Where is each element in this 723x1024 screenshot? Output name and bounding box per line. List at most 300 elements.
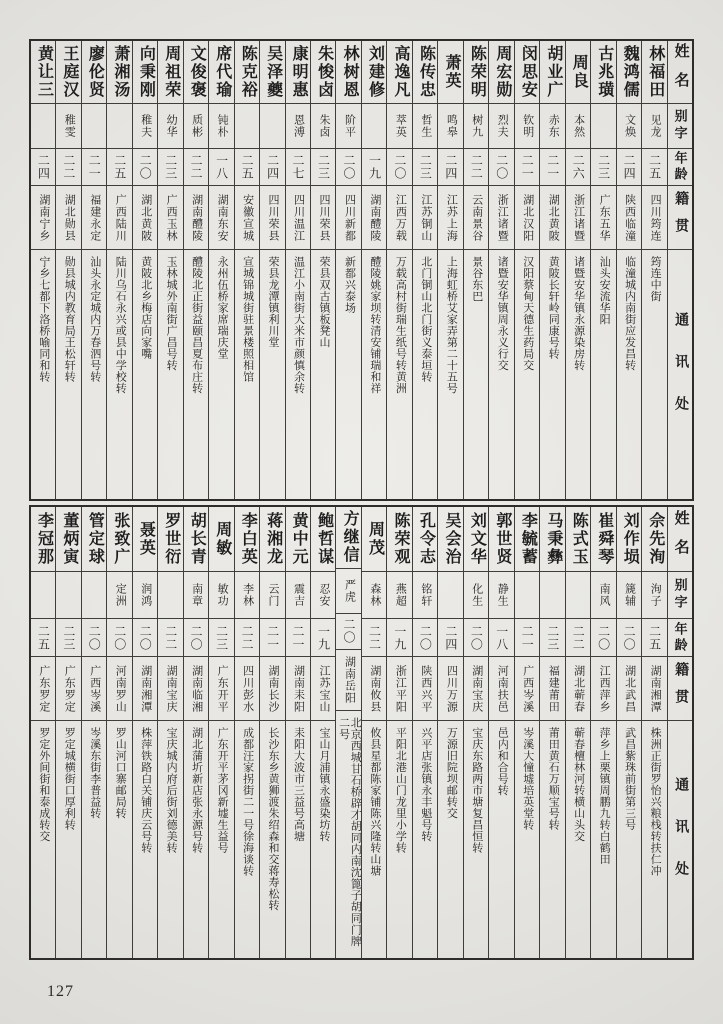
age-text: 二七 [291, 154, 306, 180]
address-text: 汕头永定城内万春泗号转 [88, 256, 101, 383]
native-place-cell [56, 186, 80, 250]
alias-cell [31, 104, 55, 149]
native-place-text: 江西万载 [394, 193, 407, 242]
age-text: 二〇 [341, 618, 356, 645]
address-cell [438, 250, 462, 499]
age-text: 二四 [443, 154, 458, 180]
entry-column [208, 41, 233, 499]
address-cell [82, 250, 106, 499]
name-cell [515, 507, 539, 572]
address-text: 陆川乌石永兴或县中学校转 [114, 256, 127, 394]
address-cell [260, 250, 284, 499]
native-place-text: 四川荣县 [267, 193, 280, 242]
name-cell [133, 41, 157, 104]
name-text: 罗世衍 [162, 512, 180, 566]
alias-cell [286, 104, 310, 149]
age-cell [82, 149, 106, 186]
alias-cell [56, 572, 80, 619]
age-cell [413, 619, 437, 657]
name-cell [387, 41, 411, 104]
address-cell [566, 721, 590, 958]
address-text: 通讯处 [673, 311, 689, 438]
alias-text: 本然 [572, 114, 585, 138]
alias-cell [540, 572, 564, 619]
native-place-text: 广西玉林 [165, 193, 178, 242]
name-text: 黄中元 [290, 512, 308, 566]
age-text: 二五 [240, 154, 255, 180]
age-cell [184, 619, 208, 657]
alias-cell [158, 572, 182, 619]
address-text: 宣城锦城街驻景楼照相馆 [241, 256, 254, 383]
alias-cell [642, 104, 666, 149]
address-text: 醴陵北正街益颐昌夏布庄转 [190, 256, 203, 394]
age-text: 二二 [367, 624, 382, 651]
alias-text: 定洲 [114, 583, 127, 607]
alias-cell [387, 104, 411, 149]
alias-cell [311, 572, 335, 619]
age-cell [464, 149, 488, 186]
address-cell [260, 721, 284, 958]
entry-column [106, 507, 131, 958]
address-cell [107, 721, 131, 958]
address-text: 广东开平茅冈新墟生益号 [216, 727, 229, 854]
native-place-text: 广东罗定 [63, 664, 76, 713]
native-place-text: 湖南岳阳 [343, 656, 356, 704]
address-cell [82, 721, 106, 958]
alias-text: 恩溥 [292, 114, 305, 138]
alias-text: 朱卤 [317, 114, 330, 138]
address-cell [133, 250, 157, 499]
entry-column [31, 507, 55, 958]
alias-text: 质彬 [190, 114, 203, 138]
address-cell [235, 250, 259, 499]
name-cell [566, 41, 590, 104]
alias-text: 化生 [470, 583, 483, 607]
address-cell [133, 721, 157, 958]
name-text: 王庭汉 [60, 45, 78, 99]
address-cell [336, 711, 360, 958]
age-cell [362, 619, 386, 657]
native-place-cell [489, 186, 513, 250]
address-text: 武昌紫珠前街第三号 [623, 727, 636, 831]
native-place-cell [489, 657, 513, 721]
name-text: 陈荣观 [392, 512, 409, 566]
address-cell [540, 721, 564, 958]
age-cell [260, 619, 284, 657]
name-text: 萧湘汤 [111, 45, 129, 99]
alias-cell [286, 572, 310, 619]
entry-column [412, 41, 437, 499]
age-cell [133, 619, 157, 657]
native-place-cell [184, 186, 208, 250]
name-text: 马秉彝 [544, 512, 562, 566]
address-cell [489, 250, 513, 499]
name-cell [642, 507, 666, 572]
address-text: 黄陂北乡梅店向家嘴 [139, 256, 152, 360]
name-text: 朱悛卤 [315, 45, 333, 99]
alias-cell [515, 572, 539, 619]
alias-cell [362, 572, 386, 619]
age-cell [235, 149, 259, 186]
alias-cell [566, 572, 590, 619]
name-cell [438, 41, 462, 104]
name-text: 姓名 [672, 510, 689, 568]
alias-cell [133, 104, 157, 149]
native-place-cell [336, 186, 360, 250]
age-cell [540, 619, 564, 657]
age-cell [158, 619, 182, 657]
native-place-text: 籍贯 [673, 190, 689, 245]
entry-column [361, 41, 386, 499]
alias-text: 烈夫 [496, 114, 509, 138]
alias-cell [464, 572, 488, 619]
address-cell [31, 250, 55, 499]
age-cell [336, 614, 360, 650]
entry-column [310, 507, 335, 958]
age-text: 二一 [87, 154, 102, 180]
address-text: 荣县双古镇板凳山 [317, 256, 330, 348]
age-cell [362, 149, 386, 186]
alias-text: 南风 [598, 583, 611, 607]
native-place-text: 浙江诸暨 [496, 193, 509, 242]
alias-cell [82, 572, 106, 619]
entry-column [590, 41, 615, 499]
name-cell [158, 507, 182, 572]
age-text: 二〇 [112, 624, 127, 651]
address-cell [56, 721, 80, 958]
native-place-cell [82, 186, 106, 250]
name-cell [184, 507, 208, 572]
native-place-text: 浙江诸暨 [572, 193, 585, 242]
native-place-cell [668, 657, 692, 721]
native-place-cell [617, 186, 641, 250]
name-text: 周祖荣 [162, 45, 180, 99]
name-cell [617, 41, 641, 104]
age-cell [31, 149, 55, 186]
age-text: 二二 [163, 624, 178, 651]
alias-cell [362, 104, 386, 149]
native-place-cell [362, 186, 386, 250]
native-place-text: 安徽宣城 [241, 193, 254, 242]
address-cell [642, 250, 666, 499]
address-text: 萍乡上栗镇周鹏九转白鹤田 [598, 727, 611, 865]
native-place-text: 河南扶邑 [496, 664, 509, 713]
directory-table-top [29, 39, 694, 501]
address-cell [540, 250, 564, 499]
name-text: 周敏 [213, 521, 231, 557]
entry-column [81, 41, 106, 499]
native-place-cell [31, 657, 55, 721]
age-text: 二五 [36, 624, 51, 651]
native-place-cell [56, 657, 80, 721]
native-place-cell [540, 186, 564, 250]
address-text: 岑溪大憧墟培英堂转 [521, 727, 534, 831]
entry-column [285, 507, 310, 958]
name-cell [260, 41, 284, 104]
alias-text: 鸣皋 [445, 114, 458, 138]
name-cell [260, 507, 284, 572]
age-text: 二三 [214, 624, 229, 651]
age-cell [56, 149, 80, 186]
name-text: 鲍哲谋 [315, 512, 333, 566]
alias-cell [107, 104, 131, 149]
alias-cell [591, 572, 615, 619]
alias-text: 静生 [496, 583, 509, 607]
native-place-cell [209, 186, 233, 250]
alias-cell [642, 572, 666, 619]
alias-text: 李林 [241, 583, 254, 607]
native-place-cell [387, 657, 411, 721]
native-place-text: 江苏铜山 [419, 193, 432, 242]
address-text: 永州伍桥家席瑞庆堂 [216, 256, 229, 360]
native-place-text: 江苏宝山 [317, 664, 330, 713]
name-text: 张致广 [111, 512, 129, 566]
address-text: 邑内和合号转 [496, 727, 509, 796]
name-cell [31, 507, 55, 572]
native-place-text: 湖北武昌 [623, 664, 636, 713]
native-place-text: 广东开平 [216, 664, 229, 713]
name-cell [158, 41, 182, 104]
age-text: 二三 [61, 624, 76, 651]
address-cell [311, 721, 335, 958]
name-text: 席代瑜 [213, 45, 231, 99]
age-cell [617, 619, 641, 657]
age-cell [489, 149, 513, 186]
name-text: 黄让三 [35, 45, 53, 99]
alias-text: 树九 [470, 114, 483, 138]
native-place-text: 湖北黄陂 [139, 193, 152, 242]
address-cell [515, 250, 539, 499]
age-text: 二〇 [392, 154, 407, 180]
name-cell [336, 41, 360, 104]
native-place-text: 湖南醴陵 [190, 193, 203, 242]
age-cell [464, 619, 488, 657]
address-cell [413, 721, 437, 958]
age-text: 二二 [189, 154, 204, 180]
address-text: 醴陵姚家坝转清安铺瑞和祥 [368, 256, 381, 394]
age-cell [209, 619, 233, 657]
native-place-text: 四川万源 [445, 664, 458, 713]
native-place-cell [184, 657, 208, 721]
native-place-cell [591, 186, 615, 250]
age-text: 二四 [622, 154, 637, 180]
age-cell [387, 149, 411, 186]
alias-text: 稚雯 [63, 114, 76, 138]
age-text: 二一 [520, 624, 535, 651]
address-text: 勋县城内教育局王松轩转 [63, 256, 76, 383]
age-text: 二一 [545, 154, 560, 180]
age-text: 一八 [494, 624, 509, 651]
address-cell [566, 250, 590, 499]
entry-column [386, 507, 411, 958]
alias-cell [668, 572, 692, 619]
entry-column [106, 41, 131, 499]
address-cell [362, 721, 386, 958]
address-cell [235, 721, 259, 958]
age-text: 二三 [418, 154, 433, 180]
native-place-text: 广西陆川 [114, 193, 127, 242]
name-cell [31, 41, 55, 104]
native-place-text: 福建永定 [88, 193, 101, 242]
alias-text: 敏功 [216, 583, 229, 607]
address-text: 筠连中街 [649, 256, 662, 302]
address-cell [311, 250, 335, 499]
address-text: 万载高村街瑞生纸号转黄洲 [394, 256, 407, 394]
native-place-text: 云南景谷 [470, 193, 483, 242]
native-place-cell [260, 186, 284, 250]
address-text: 宝山月浦镇永盛染坊转 [317, 727, 330, 842]
native-place-text: 湖南湘潭 [649, 664, 662, 713]
name-text: 崔舜琴 [595, 512, 613, 566]
name-text: 姓名 [672, 43, 689, 101]
entry-column [463, 41, 488, 499]
address-cell [336, 250, 360, 499]
address-text: 温江小南街大米市颜慎余转 [292, 256, 305, 394]
native-place-cell [642, 657, 666, 721]
age-cell [617, 149, 641, 186]
age-cell [107, 619, 131, 657]
name-cell [387, 507, 411, 572]
age-cell [642, 149, 666, 186]
alias-text: 篪辅 [623, 583, 636, 607]
age-text: 年龄 [672, 621, 688, 654]
age-text: 二四 [443, 624, 458, 651]
native-place-text: 陕西临潼 [623, 193, 636, 242]
age-text: 二五 [112, 154, 127, 180]
name-cell [413, 41, 437, 104]
age-cell [235, 619, 259, 657]
address-cell [209, 721, 233, 958]
entry-column [183, 41, 208, 499]
alias-cell [235, 572, 259, 619]
alias-cell [133, 572, 157, 619]
alias-cell [158, 104, 182, 149]
name-cell [668, 507, 692, 572]
name-text: 李白英 [239, 512, 257, 566]
name-cell [235, 41, 259, 104]
address-cell [56, 250, 80, 499]
alias-text: 森林 [368, 583, 381, 607]
age-cell [668, 149, 692, 186]
name-text: 聂英 [137, 521, 155, 557]
name-text: 周宏勋 [493, 45, 511, 99]
address-text: 诸暨安华镇周永义行交 [496, 256, 509, 371]
native-place-text: 广东罗定 [37, 664, 50, 713]
entry-column [616, 507, 641, 958]
age-text: 二四 [36, 154, 51, 180]
alias-cell [515, 104, 539, 149]
entry-column [386, 41, 411, 499]
native-place-cell [209, 657, 233, 721]
native-place-cell [107, 657, 131, 721]
entry-column [285, 41, 310, 499]
native-place-cell [362, 657, 386, 721]
address-cell [642, 721, 666, 958]
native-place-cell [515, 657, 539, 721]
age-text: 二三 [545, 624, 560, 651]
name-cell [668, 41, 692, 104]
native-place-cell [464, 657, 488, 721]
address-text: 长沙东乡黄狮渡朱绍森和交蒋寿松转 [267, 727, 280, 911]
address-cell [184, 721, 208, 958]
alias-cell [413, 572, 437, 619]
alias-cell [184, 572, 208, 619]
name-text: 胡业广 [544, 45, 562, 99]
age-cell [209, 149, 233, 186]
age-cell [515, 619, 539, 657]
native-place-cell [540, 657, 564, 721]
entry-column [157, 507, 182, 958]
address-text: 耒阳大波市三益号高塘 [292, 727, 305, 842]
name-cell [617, 507, 641, 572]
native-place-cell [107, 186, 131, 250]
alias-text: 忍安 [317, 583, 330, 607]
name-text: 董炳寅 [60, 512, 78, 566]
alias-text: 钝朴 [216, 114, 229, 138]
address-text: 成都汪家拐街二一号徐海谈转 [241, 727, 254, 877]
alias-text: 别字 [672, 578, 688, 612]
address-cell [464, 250, 488, 499]
native-place-text: 湖南临湘 [190, 664, 203, 713]
age-cell [336, 149, 360, 186]
age-text: 二四 [265, 154, 280, 180]
native-place-text: 湖南宝庆 [470, 664, 483, 713]
age-cell [107, 149, 131, 186]
name-cell [286, 41, 310, 104]
header-column [667, 41, 692, 499]
address-cell [464, 721, 488, 958]
age-text: 二六 [571, 154, 586, 180]
entry-column [55, 507, 80, 958]
alias-text: 阶平 [343, 114, 356, 138]
name-cell [566, 507, 590, 572]
alias-cell [387, 572, 411, 619]
native-place-cell [158, 657, 182, 721]
entry-column [616, 41, 641, 499]
alias-cell [31, 572, 55, 619]
native-place-text: 四川筠连 [649, 193, 662, 242]
entry-column [335, 507, 360, 958]
address-text: 玉林城外南街广昌号转 [165, 256, 178, 371]
name-text: 陈传忠 [417, 45, 435, 99]
entry-column [437, 507, 462, 958]
native-place-text: 湖北汉阳 [521, 193, 534, 242]
address-cell [413, 250, 437, 499]
address-cell [31, 721, 55, 958]
alias-text: 南章 [190, 583, 203, 607]
alias-cell [260, 104, 284, 149]
name-cell [489, 507, 513, 572]
alias-text: 铭轩 [419, 583, 432, 607]
native-place-text: 四川荣县 [317, 193, 330, 242]
native-place-cell [515, 186, 539, 250]
address-cell [489, 721, 513, 958]
age-cell [286, 149, 310, 186]
alias-cell [413, 104, 437, 149]
address-cell [617, 721, 641, 958]
name-text: 刘建修 [366, 45, 384, 99]
native-place-text: 四川彭水 [241, 664, 254, 713]
native-place-text: 湖南醴陵 [368, 193, 381, 242]
age-text: 二〇 [138, 624, 153, 651]
name-cell [235, 507, 259, 572]
age-text: 二三 [163, 154, 178, 180]
name-cell [82, 41, 106, 104]
name-text: 方继信 [341, 510, 359, 565]
alias-cell [235, 104, 259, 149]
alias-cell [489, 104, 513, 149]
alias-cell [438, 104, 462, 149]
